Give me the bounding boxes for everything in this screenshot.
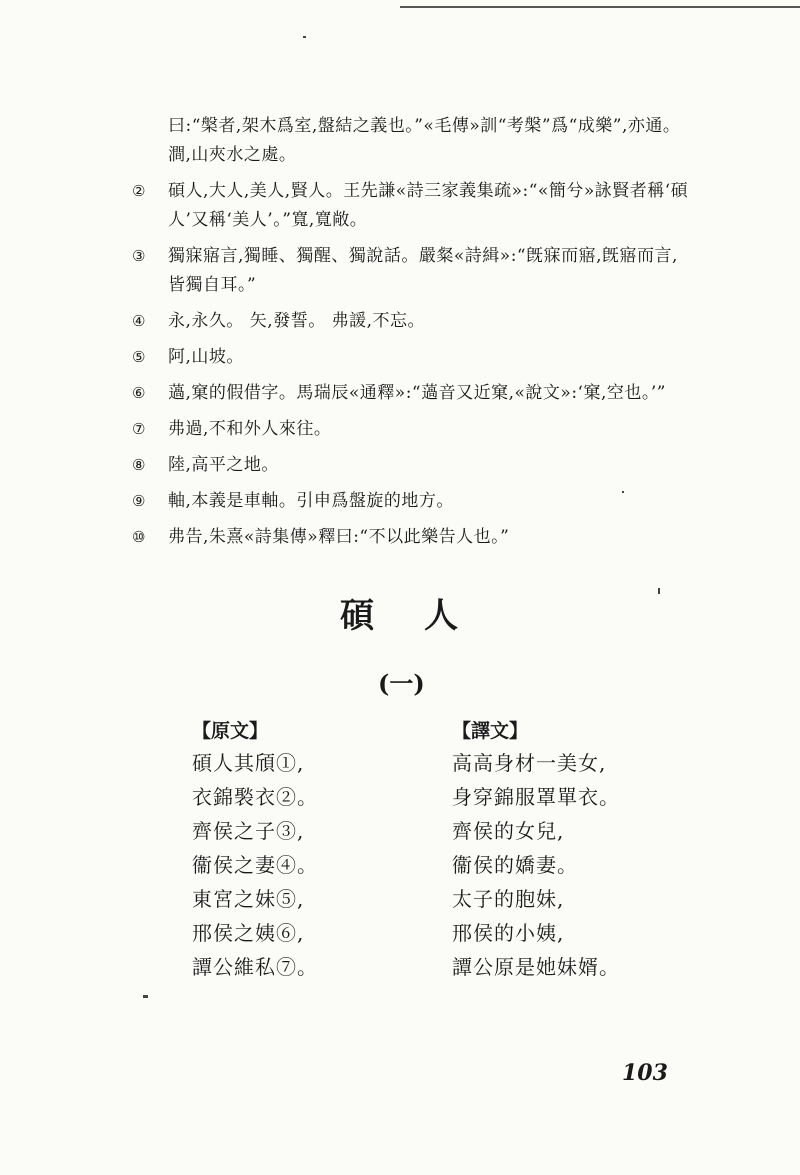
note-4 [132, 307, 692, 336]
original-line: 衞侯之妻④。 [192, 853, 318, 877]
note-number: ② [132, 182, 146, 200]
annotation-notes [132, 112, 692, 559]
note-3 [132, 242, 692, 300]
note-text: 陸,高平之地。 [168, 455, 279, 475]
top-rule [400, 6, 800, 8]
original-line: 邢侯之姨⑥, [192, 921, 305, 945]
original-line: 碩人其頎①, [192, 751, 305, 775]
note-number: ⑧ [132, 456, 146, 474]
note-text: 弗告,朱熹«詩集傳»釋曰:“不以此樂告人也。” [168, 527, 510, 547]
note-number: ⑦ [132, 420, 146, 438]
note-text: 曰:“槃者,架木爲室,盤結之義也。”«毛傳»訓“考槃”爲“成樂”,亦通。 澗,山夾水之處。 [168, 116, 681, 165]
note-9 [132, 487, 692, 516]
note-text: 獨寐寤言,獨睡、獨醒、獨說話。嚴粲«詩緝»:“旣寐而寤,旣寤而言,皆獨自耳。” [168, 246, 678, 295]
translation-line: 高高身材一美女, [452, 751, 607, 775]
note-number: ⑩ [132, 528, 146, 546]
note-number: ⑥ [132, 384, 146, 402]
note-continuation [132, 112, 692, 170]
original-line: 東宮之妹⑤, [192, 887, 305, 911]
note-text: 薖,窠的假借字。馬瑞辰«通釋»:“薖音又近窠,«說文»:‘窠,空也。’” [168, 383, 666, 403]
scan-speck [303, 36, 306, 38]
note-2 [132, 177, 692, 235]
translation-line: 齊侯的女兒, [452, 819, 565, 843]
translation-header: 【譯文】 [452, 720, 529, 742]
translation-line: 身穿錦服罩單衣。 [452, 785, 620, 809]
original-line: 衣錦褧衣②。 [192, 785, 318, 809]
note-text: 永,永久。 矢,發誓。 弗諼,不忘。 [168, 311, 426, 331]
note-6 [132, 379, 692, 408]
original-header: 【原文】 [192, 720, 269, 742]
scan-speck [622, 491, 624, 493]
note-10 [132, 523, 692, 552]
note-8 [132, 451, 692, 480]
note-text: 阿,山坡。 [168, 347, 244, 367]
note-number: ⑤ [132, 348, 146, 366]
note-text: 弗過,不和外人來往。 [168, 419, 332, 439]
original-text-column [192, 716, 318, 984]
translation-line: 衞侯的嬌妻。 [452, 853, 578, 877]
note-5 [132, 343, 692, 372]
section-number: (一) [378, 669, 425, 698]
note-text: 軸,本義是車軸。引申爲盤旋的地方。 [168, 491, 454, 511]
note-7 [132, 415, 692, 444]
scan-speck [658, 588, 660, 594]
note-text: 碩人,大人,美人,賢人。王先謙«詩三家義集疏»:“«簡兮»詠賢者稱‘碩人’又稱‘美人’。”寬,寬敞。 [168, 181, 689, 230]
translation-column [452, 716, 620, 984]
page-number: 103 [622, 1060, 668, 1086]
note-number: ③ [132, 247, 146, 265]
translation-line: 譚公原是她妹婿。 [452, 955, 620, 979]
poem-title: 碩人 [340, 596, 508, 636]
note-number: ⑨ [132, 492, 146, 510]
original-line: 譚公維私⑦。 [192, 955, 318, 979]
original-line: 齊侯之子③, [192, 819, 305, 843]
scan-speck [143, 995, 148, 998]
translation-line: 太子的胞妹, [452, 887, 565, 911]
translation-line: 邢侯的小姨, [452, 921, 565, 945]
note-number: ④ [132, 312, 146, 330]
